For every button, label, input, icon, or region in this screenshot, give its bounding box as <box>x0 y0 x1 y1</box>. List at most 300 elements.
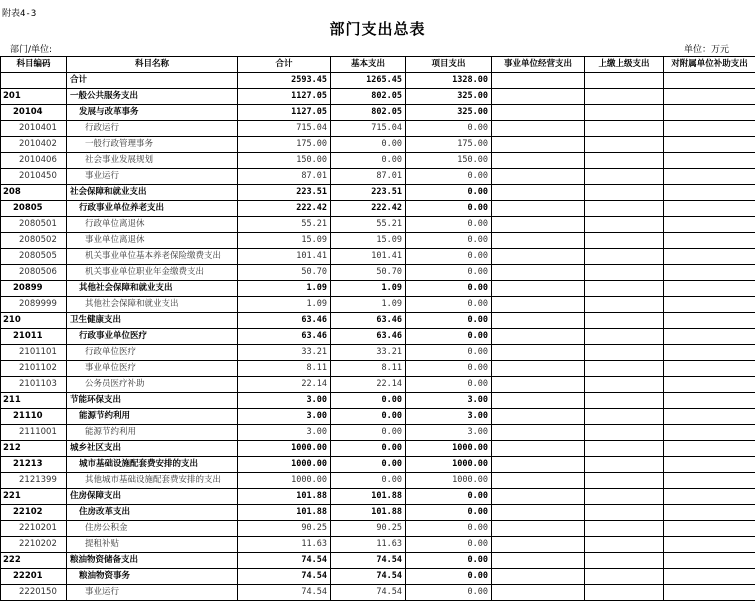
row-basic: 0.00 <box>331 137 406 153</box>
row-subsidy-affiliate <box>664 409 755 425</box>
row-subsidy-affiliate <box>664 377 755 393</box>
row-project: 0.00 <box>406 121 492 137</box>
row-name: 行政单位医疗 <box>67 345 238 361</box>
attachment-label: 附表4-3 <box>2 6 36 19</box>
row-project: 0.00 <box>406 265 492 281</box>
row-total: 715.04 <box>238 121 331 137</box>
table-row <box>1 425 755 441</box>
row-total: 222.42 <box>238 201 331 217</box>
row-project: 175.00 <box>406 137 492 153</box>
row-total: 74.54 <box>238 553 331 569</box>
row-business-expense <box>492 377 585 393</box>
row-basic: 0.00 <box>331 457 406 473</box>
row-name: 事业单位医疗 <box>67 361 238 377</box>
row-subsidy-affiliate <box>664 521 755 537</box>
row-business-expense <box>492 457 585 473</box>
row-subsidy-affiliate <box>664 313 755 329</box>
table-row <box>1 457 755 473</box>
row-business-expense <box>492 297 585 313</box>
row-business-expense <box>492 553 585 569</box>
row-subsidy-affiliate <box>664 329 755 345</box>
row-subsidy-affiliate <box>664 393 755 409</box>
row-name: 行政事业单位养老支出 <box>67 201 238 217</box>
row-subsidy-affiliate <box>664 569 755 585</box>
row-business-expense <box>492 265 585 281</box>
row-business-expense <box>492 489 585 505</box>
row-remit-superior <box>585 521 664 537</box>
row-total: 101.88 <box>238 489 331 505</box>
row-project: 0.00 <box>406 537 492 553</box>
row-subsidy-affiliate <box>664 281 755 297</box>
row-name: 其他社会保障和就业支出 <box>67 297 238 313</box>
table-row <box>1 137 755 153</box>
row-business-expense <box>492 473 585 489</box>
row-project: 0.00 <box>406 185 492 201</box>
row-subsidy-affiliate <box>664 537 755 553</box>
row-code: 20805 <box>1 201 67 217</box>
row-code: 2080505 <box>1 249 67 265</box>
row-code <box>1 73 67 89</box>
row-code: 2111001 <box>1 425 67 441</box>
row-name: 事业运行 <box>67 169 238 185</box>
row-subsidy-affiliate <box>664 169 755 185</box>
row-subsidy-affiliate <box>664 345 755 361</box>
row-project: 0.00 <box>406 217 492 233</box>
row-project: 1000.00 <box>406 441 492 457</box>
row-total: 50.70 <box>238 265 331 281</box>
table-row <box>1 89 755 105</box>
column-header: 科目编码 <box>1 57 67 73</box>
department-label: 部门/单位: <box>10 42 52 55</box>
row-name: 事业运行 <box>67 585 238 601</box>
row-name: 行政事业单位医疗 <box>67 329 238 345</box>
table-row <box>1 297 755 313</box>
table-row <box>1 201 755 217</box>
row-name: 住房公积金 <box>67 521 238 537</box>
row-code: 2010402 <box>1 137 67 153</box>
row-total: 74.54 <box>238 585 331 601</box>
row-total: 22.14 <box>238 377 331 393</box>
row-business-expense <box>492 105 585 121</box>
row-business-expense <box>492 569 585 585</box>
row-total: 1.09 <box>238 281 331 297</box>
row-business-expense <box>492 73 585 89</box>
row-project: 3.00 <box>406 393 492 409</box>
row-project: 0.00 <box>406 169 492 185</box>
row-remit-superior <box>585 329 664 345</box>
row-remit-superior <box>585 473 664 489</box>
row-remit-superior <box>585 233 664 249</box>
row-subsidy-affiliate <box>664 489 755 505</box>
table-body <box>1 73 755 601</box>
row-project: 0.00 <box>406 553 492 569</box>
row-remit-superior <box>585 153 664 169</box>
row-remit-superior <box>585 313 664 329</box>
row-name: 其他社会保障和就业支出 <box>67 281 238 297</box>
row-name: 粮油物资事务 <box>67 569 238 585</box>
row-basic: 0.00 <box>331 153 406 169</box>
row-name: 社会保障和就业支出 <box>67 185 238 201</box>
row-total: 101.88 <box>238 505 331 521</box>
row-subsidy-affiliate <box>664 233 755 249</box>
row-total: 33.21 <box>238 345 331 361</box>
row-basic: 1.09 <box>331 281 406 297</box>
row-name: 其他城市基础设施配套费安排的支出 <box>67 473 238 489</box>
row-total: 175.00 <box>238 137 331 153</box>
row-business-expense <box>492 249 585 265</box>
row-total: 63.46 <box>238 313 331 329</box>
row-business-expense <box>492 233 585 249</box>
row-total: 223.51 <box>238 185 331 201</box>
row-basic: 1.09 <box>331 297 406 313</box>
row-subsidy-affiliate <box>664 201 755 217</box>
table-row <box>1 185 755 201</box>
row-remit-superior <box>585 201 664 217</box>
row-name: 住房保障支出 <box>67 489 238 505</box>
row-remit-superior <box>585 489 664 505</box>
row-code: 2080502 <box>1 233 67 249</box>
row-remit-superior <box>585 249 664 265</box>
row-business-expense <box>492 281 585 297</box>
row-remit-superior <box>585 569 664 585</box>
row-remit-superior <box>585 73 664 89</box>
row-remit-superior <box>585 441 664 457</box>
row-subsidy-affiliate <box>664 473 755 489</box>
row-project: 0.00 <box>406 361 492 377</box>
row-project: 3.00 <box>406 409 492 425</box>
row-project: 0.00 <box>406 505 492 521</box>
row-project: 0.00 <box>406 569 492 585</box>
row-name: 能源节约利用 <box>67 425 238 441</box>
row-total: 3.00 <box>238 425 331 441</box>
row-remit-superior <box>585 265 664 281</box>
row-basic: 222.42 <box>331 201 406 217</box>
row-basic: 55.21 <box>331 217 406 233</box>
table-row <box>1 409 755 425</box>
row-project: 0.00 <box>406 281 492 297</box>
row-code: 20899 <box>1 281 67 297</box>
row-basic: 74.54 <box>331 585 406 601</box>
row-remit-superior <box>585 121 664 137</box>
row-name: 提租补贴 <box>67 537 238 553</box>
row-code: 2121399 <box>1 473 67 489</box>
row-subsidy-affiliate <box>664 585 755 601</box>
row-name: 合计 <box>67 73 238 89</box>
row-business-expense <box>492 329 585 345</box>
table-row <box>1 121 755 137</box>
row-basic: 87.01 <box>331 169 406 185</box>
row-subsidy-affiliate <box>664 121 755 137</box>
table-row <box>1 249 755 265</box>
row-project: 0.00 <box>406 233 492 249</box>
row-total: 1000.00 <box>238 457 331 473</box>
unit-label: 单位：万元 <box>684 42 729 55</box>
row-basic: 1265.45 <box>331 73 406 89</box>
row-remit-superior <box>585 425 664 441</box>
row-basic: 0.00 <box>331 425 406 441</box>
row-total: 1.09 <box>238 297 331 313</box>
row-business-expense <box>492 505 585 521</box>
table-row <box>1 569 755 585</box>
row-code: 2101102 <box>1 361 67 377</box>
row-code: 2220150 <box>1 585 67 601</box>
row-basic: 223.51 <box>331 185 406 201</box>
row-business-expense <box>492 361 585 377</box>
row-total: 1000.00 <box>238 441 331 457</box>
table-row <box>1 537 755 553</box>
table-row <box>1 345 755 361</box>
row-subsidy-affiliate <box>664 153 755 169</box>
row-name: 能源节约利用 <box>67 409 238 425</box>
row-subsidy-affiliate <box>664 185 755 201</box>
row-project: 1328.00 <box>406 73 492 89</box>
row-business-expense <box>492 121 585 137</box>
row-total: 3.00 <box>238 409 331 425</box>
row-name: 行政单位离退休 <box>67 217 238 233</box>
table-row <box>1 265 755 281</box>
row-name: 卫生健康支出 <box>67 313 238 329</box>
row-project: 0.00 <box>406 585 492 601</box>
column-header: 事业单位经营支出 <box>492 57 585 73</box>
row-remit-superior <box>585 377 664 393</box>
row-basic: 101.88 <box>331 489 406 505</box>
row-business-expense <box>492 585 585 601</box>
row-total: 90.25 <box>238 521 331 537</box>
table-row <box>1 489 755 505</box>
row-code: 21110 <box>1 409 67 425</box>
row-total: 74.54 <box>238 569 331 585</box>
row-subsidy-affiliate <box>664 505 755 521</box>
row-code: 208 <box>1 185 67 201</box>
row-remit-superior <box>585 553 664 569</box>
row-basic: 90.25 <box>331 521 406 537</box>
row-business-expense <box>492 153 585 169</box>
row-remit-superior <box>585 169 664 185</box>
row-project: 0.00 <box>406 521 492 537</box>
row-total: 1127.05 <box>238 105 331 121</box>
row-code: 221 <box>1 489 67 505</box>
expenditure-table <box>0 56 755 601</box>
row-code: 201 <box>1 89 67 105</box>
row-business-expense <box>492 89 585 105</box>
row-project: 3.00 <box>406 425 492 441</box>
row-code: 211 <box>1 393 67 409</box>
row-business-expense <box>492 201 585 217</box>
row-total: 55.21 <box>238 217 331 233</box>
row-code: 210 <box>1 313 67 329</box>
row-business-expense <box>492 217 585 233</box>
row-name: 事业单位离退休 <box>67 233 238 249</box>
row-total: 11.63 <box>238 537 331 553</box>
table-row <box>1 377 755 393</box>
row-business-expense <box>492 409 585 425</box>
row-code: 2210202 <box>1 537 67 553</box>
row-code: 222 <box>1 553 67 569</box>
row-name: 一般公共服务支出 <box>67 89 238 105</box>
row-total: 1000.00 <box>238 473 331 489</box>
row-subsidy-affiliate <box>664 265 755 281</box>
column-header: 合计 <box>238 57 331 73</box>
row-basic: 802.05 <box>331 89 406 105</box>
table-row <box>1 105 755 121</box>
table-row <box>1 441 755 457</box>
row-business-expense <box>492 345 585 361</box>
row-code: 2089999 <box>1 297 67 313</box>
column-header: 项目支出 <box>406 57 492 73</box>
table-row <box>1 169 755 185</box>
row-name: 节能环保支出 <box>67 393 238 409</box>
row-remit-superior <box>585 393 664 409</box>
row-code: 2010450 <box>1 169 67 185</box>
row-name: 一般行政管理事务 <box>67 137 238 153</box>
row-code: 22102 <box>1 505 67 521</box>
row-basic: 11.63 <box>331 537 406 553</box>
row-project: 0.00 <box>406 313 492 329</box>
table-row <box>1 281 755 297</box>
row-basic: 74.54 <box>331 569 406 585</box>
table-row <box>1 217 755 233</box>
row-business-expense <box>492 521 585 537</box>
row-total: 150.00 <box>238 153 331 169</box>
row-basic: 33.21 <box>331 345 406 361</box>
row-name: 城市基础设施配套费安排的支出 <box>67 457 238 473</box>
row-name: 行政运行 <box>67 121 238 137</box>
row-project: 0.00 <box>406 329 492 345</box>
row-basic: 0.00 <box>331 393 406 409</box>
row-basic: 22.14 <box>331 377 406 393</box>
table-row <box>1 153 755 169</box>
table-row <box>1 473 755 489</box>
row-basic: 8.11 <box>331 361 406 377</box>
row-project: 0.00 <box>406 297 492 313</box>
row-total: 87.01 <box>238 169 331 185</box>
row-remit-superior <box>585 89 664 105</box>
row-project: 1000.00 <box>406 473 492 489</box>
row-basic: 101.88 <box>331 505 406 521</box>
row-remit-superior <box>585 457 664 473</box>
table-row <box>1 505 755 521</box>
row-total: 3.00 <box>238 393 331 409</box>
column-header: 上缴上级支出 <box>585 57 664 73</box>
page-title: 部门支出总表 <box>0 18 755 39</box>
row-business-expense <box>492 441 585 457</box>
row-basic: 63.46 <box>331 313 406 329</box>
table-row <box>1 361 755 377</box>
row-subsidy-affiliate <box>664 89 755 105</box>
row-total: 63.46 <box>238 329 331 345</box>
row-remit-superior <box>585 585 664 601</box>
row-name: 公务员医疗补助 <box>67 377 238 393</box>
row-subsidy-affiliate <box>664 457 755 473</box>
row-remit-superior <box>585 217 664 233</box>
row-subsidy-affiliate <box>664 425 755 441</box>
row-total: 15.09 <box>238 233 331 249</box>
table-row <box>1 585 755 601</box>
row-basic: 0.00 <box>331 473 406 489</box>
row-name: 机关事业单位职业年金缴费支出 <box>67 265 238 281</box>
row-project: 325.00 <box>406 89 492 105</box>
row-code: 21011 <box>1 329 67 345</box>
row-code: 2101101 <box>1 345 67 361</box>
row-basic: 0.00 <box>331 441 406 457</box>
column-header: 科目名称 <box>67 57 238 73</box>
row-basic: 101.41 <box>331 249 406 265</box>
row-code: 20104 <box>1 105 67 121</box>
row-business-expense <box>492 185 585 201</box>
table-row <box>1 233 755 249</box>
row-project: 325.00 <box>406 105 492 121</box>
table-row <box>1 73 755 89</box>
row-remit-superior <box>585 537 664 553</box>
table-row <box>1 553 755 569</box>
row-project: 150.00 <box>406 153 492 169</box>
row-project: 0.00 <box>406 377 492 393</box>
row-business-expense <box>492 393 585 409</box>
row-remit-superior <box>585 185 664 201</box>
row-business-expense <box>492 169 585 185</box>
row-total: 8.11 <box>238 361 331 377</box>
row-code: 2010406 <box>1 153 67 169</box>
row-business-expense <box>492 425 585 441</box>
column-header: 对附属单位补助支出 <box>664 57 755 73</box>
row-remit-superior <box>585 137 664 153</box>
row-basic: 15.09 <box>331 233 406 249</box>
table-header-row <box>1 57 755 73</box>
row-code: 2101103 <box>1 377 67 393</box>
row-name: 住房改革支出 <box>67 505 238 521</box>
row-code: 22201 <box>1 569 67 585</box>
row-basic: 715.04 <box>331 121 406 137</box>
row-basic: 63.46 <box>331 329 406 345</box>
row-business-expense <box>492 313 585 329</box>
row-code: 2080506 <box>1 265 67 281</box>
row-basic: 0.00 <box>331 409 406 425</box>
row-remit-superior <box>585 297 664 313</box>
table-row <box>1 521 755 537</box>
row-total: 101.41 <box>238 249 331 265</box>
row-subsidy-affiliate <box>664 297 755 313</box>
row-project: 0.00 <box>406 249 492 265</box>
row-project: 0.00 <box>406 201 492 217</box>
row-name: 发展与改革事务 <box>67 105 238 121</box>
row-project: 1000.00 <box>406 457 492 473</box>
row-business-expense <box>492 137 585 153</box>
row-subsidy-affiliate <box>664 217 755 233</box>
row-subsidy-affiliate <box>664 361 755 377</box>
row-code: 2010401 <box>1 121 67 137</box>
row-remit-superior <box>585 345 664 361</box>
table-row <box>1 329 755 345</box>
row-name: 社会事业发展规划 <box>67 153 238 169</box>
row-subsidy-affiliate <box>664 137 755 153</box>
row-code: 2210201 <box>1 521 67 537</box>
column-header: 基本支出 <box>331 57 406 73</box>
row-code: 21213 <box>1 457 67 473</box>
row-subsidy-affiliate <box>664 441 755 457</box>
table-row <box>1 313 755 329</box>
row-code: 2080501 <box>1 217 67 233</box>
row-basic: 802.05 <box>331 105 406 121</box>
row-project: 0.00 <box>406 489 492 505</box>
table-row <box>1 393 755 409</box>
row-remit-superior <box>585 361 664 377</box>
row-remit-superior <box>585 105 664 121</box>
row-total: 2593.45 <box>238 73 331 89</box>
row-name: 粮油物资储备支出 <box>67 553 238 569</box>
row-remit-superior <box>585 409 664 425</box>
row-code: 212 <box>1 441 67 457</box>
row-remit-superior <box>585 505 664 521</box>
